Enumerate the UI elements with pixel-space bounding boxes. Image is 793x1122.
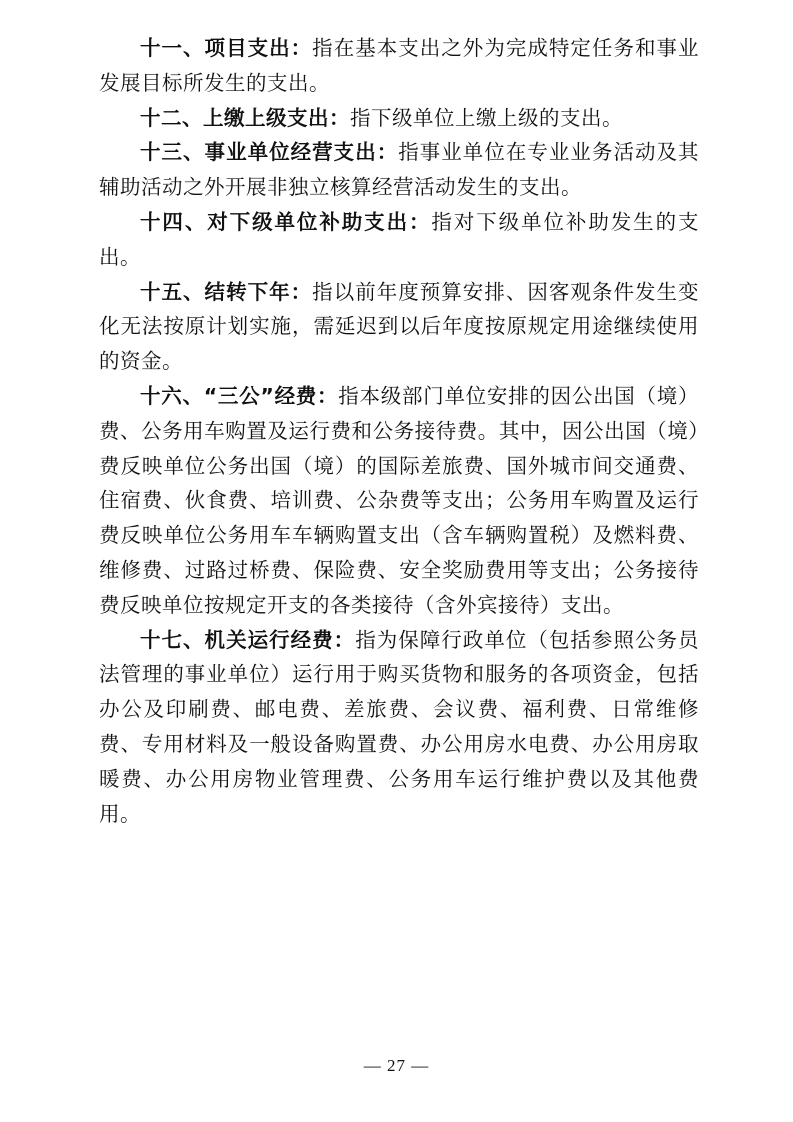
term-heading: 十三、事业单位经营支出： (140, 140, 399, 165)
paragraph-project-expenditure (99, 31, 699, 101)
term-definition: 指为保障行政单位（包括参照公务员法管理的事业单位）运行用于购买货物和服务的各项资金，包括办公及印刷费、邮电费、差旅费、会议费、福利费、日常维修费、专用材料及一般设备购置费、办公用房水电费、办公用房取暖费、办公用房物业管理费、公务用车运行维护费以及其他费用。 (99, 627, 700, 826)
page-number: — 27 — (363, 1056, 430, 1075)
term-definition: 指事业单位在专业业务活动及其辅助活动之外开展非独立核算经营活动发生的支出。 (99, 140, 700, 200)
term-definition: 指在基本支出之外为完成特定任务和事业发展目标所发生的支出。 (99, 36, 700, 95)
term-heading: 十五、结转下年： (140, 279, 313, 304)
term-heading: 十七、机关运行经费： (140, 627, 356, 652)
term-definition: 指下级单位上缴上级的支出。 (350, 105, 623, 130)
paragraph-operating-expenditure (99, 135, 699, 205)
term-definition: 指以前年度预算安排、因客观条件发生变化无法按原计划实施，需延迟到以后年度按原规定用途继续使用的资金。 (99, 279, 700, 374)
term-definition: 指本级部门单位安排的因公出国（境）费、公务用车购置及运行费和公务接待费。其中，因公出国（境）费反映单位公务出国（境）的国际差旅费、国外城市间交通费、住宿费、伙食费、培训费、公杂费等支出；公务用车购置及运行费反映单位公务用车车辆购置支出（含车辆购置税）及燃料费、维修费、过路过桥费、保险费、安全奖励费用等支出；公务接待费反映单位按规定开支的各类接待（含外宾接待）支出。 (99, 383, 700, 617)
term-definition: 指对下级单位补助发生的支出。 (99, 209, 700, 269)
paragraph-remit-to-superior (99, 101, 699, 136)
term-heading: 十二、上缴上级支出： (140, 105, 350, 130)
paragraph-agency-operating-funds (99, 623, 699, 832)
term-heading: 十一、项目支出： (140, 36, 313, 60)
term-heading: 十四、对下级单位补助支出： (140, 209, 432, 234)
term-heading: 十六、“三公”经费： (140, 383, 339, 408)
paragraph-subsidy-to-subordinate (99, 205, 699, 275)
paragraph-carry-forward (99, 275, 699, 379)
document-body (99, 31, 699, 831)
paragraph-three-public-expenses (99, 379, 699, 623)
